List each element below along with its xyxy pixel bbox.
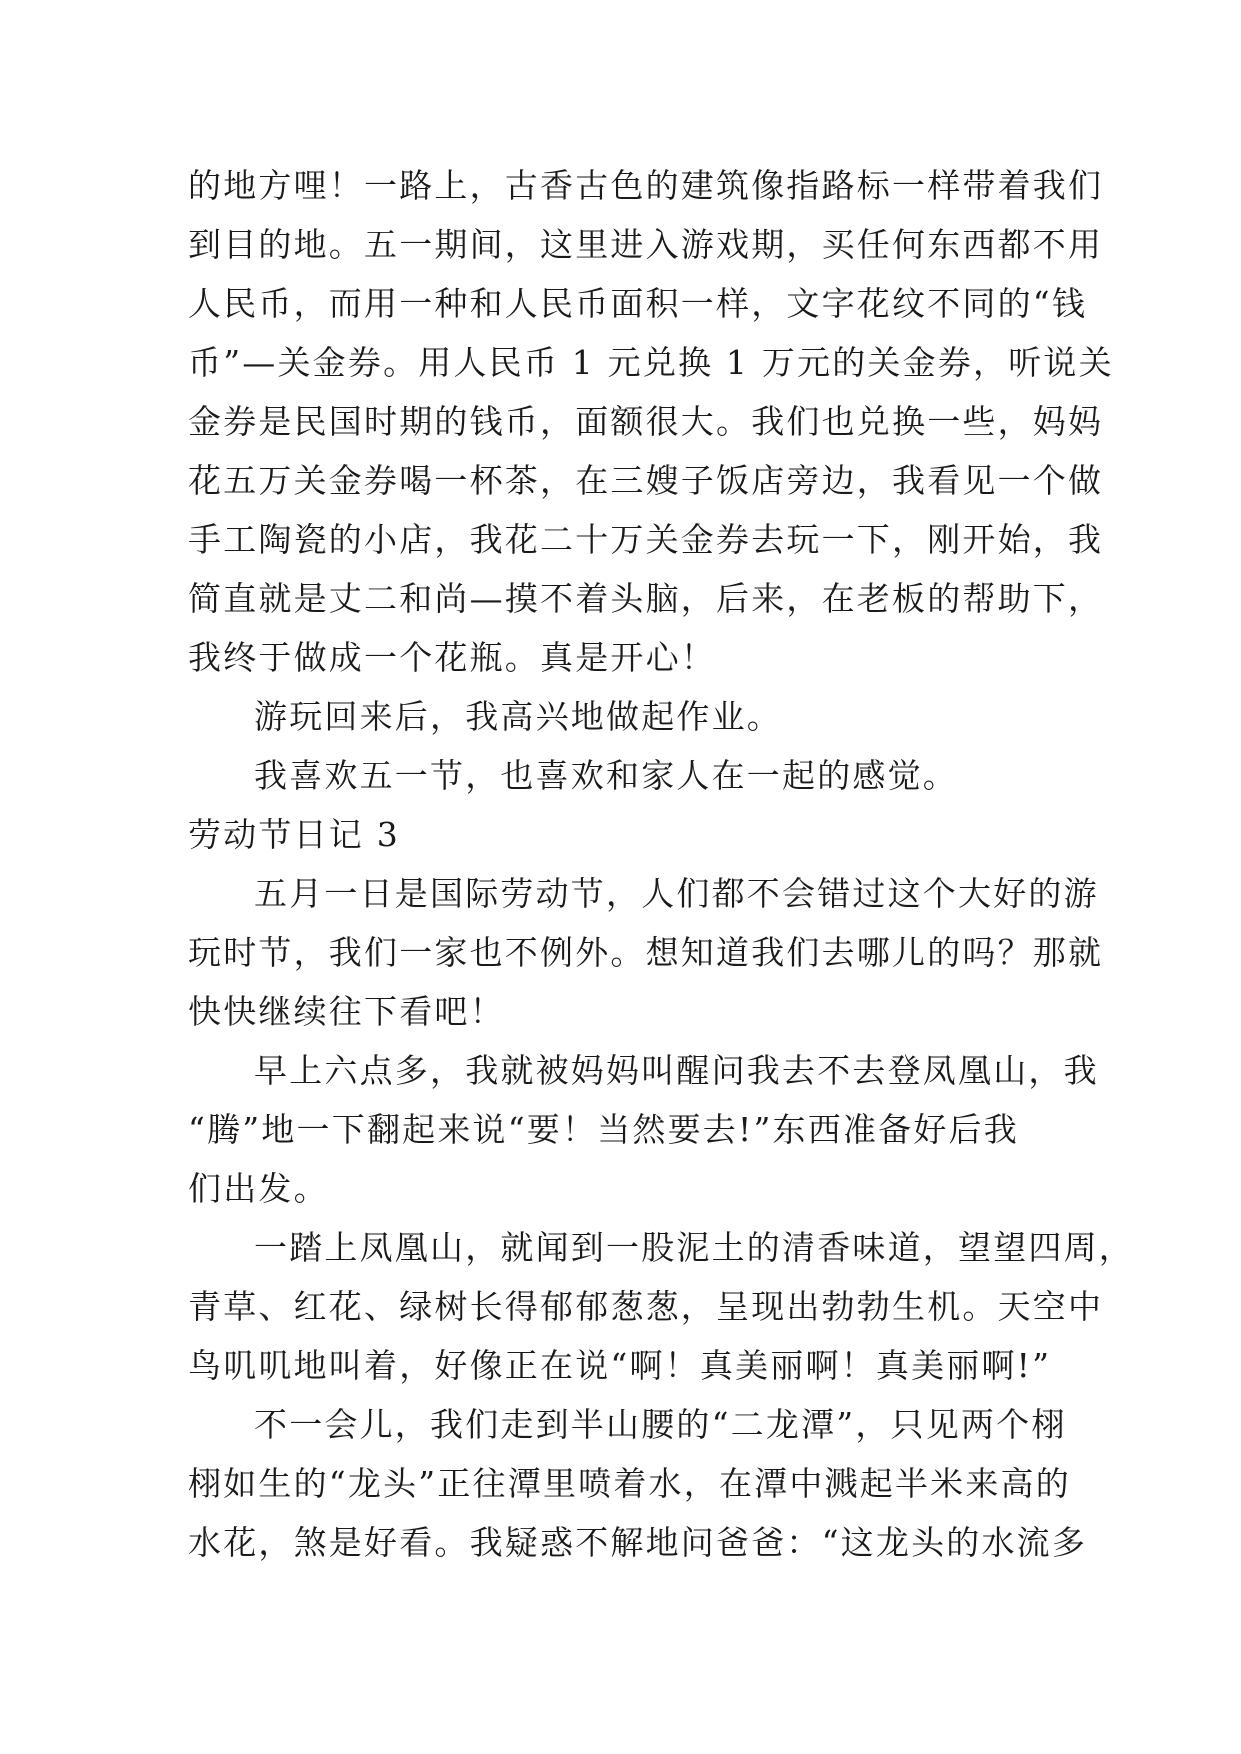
text-line: 花五万关金券喝一杯茶，在三嫂子饭店旁边，我看见一个做 [188,461,1104,500]
text-line: 栩如生的“龙头”正往潭里喷着水，在潭中溅起半米来高的 [188,1464,1071,1503]
text-line: 五月一日是国际劳动节，人们都不会错过这个大好的游 [254,874,1099,913]
text-line: 到目的地。五一期间，这里进入游戏期，买任何东西都不用 [188,225,1104,264]
text-line: 玩时节，我们一家也不例外。想知道我们去哪儿的吗？那就 [188,933,1104,972]
text-line: “腾”地一下翻起来说“要！当然要去!”东西准备好后我 [188,1110,1019,1149]
text-line: 早上六点多，我就被妈妈叫醒问我去不去登凤凰山，我 [254,1051,1099,1090]
text-line: 的地方哩！一路上，古香古色的建筑像指路标一样带着我们 [188,166,1104,205]
text-line: 人民币，而用一种和人民币面积一样，文字花纹不同的“钱 [188,284,1088,323]
text-line: 币”—关金券。用人民币 1 元兑换 1 万元的关金券，听说关 [188,343,1114,382]
text-line: 一踏上凤凰山，就闻到一股泥土的清香味道，望望四周， [254,1228,1134,1267]
text-line: 们出发。 [188,1169,329,1208]
text-line: 手工陶瓷的小店，我花二十万关金券去玩一下，刚开始，我 [188,520,1104,559]
text-line: 金券是民国时期的钱币，面额很大。我们也兑换一些，妈妈 [188,402,1104,441]
text-line: 不一会儿，我们走到半山腰的“二龙潭”，只见两个栩 [254,1405,1067,1444]
paragraph-return: 游玩回来后，我高兴地做起作业。 [254,697,782,736]
paragraph-like: 我喜欢五一节，也喜欢和家人在一起的感觉。 [254,756,958,795]
text-line: 鸟叽叽地叫着，好像正在说“啊！真美丽啊！真美丽啊!” [188,1346,1052,1385]
section-title: 劳动节日记 3 [188,815,400,854]
text-line: 我终于做成一个花瓶。真是开心！ [188,638,716,677]
text-line: 青草、红花、绿树长得郁郁葱葱，呈现出勃勃生机。天空中 [188,1287,1104,1326]
text-line: 快快继续往下看吧！ [188,992,505,1031]
text-line: 水花，煞是好看。我疑惑不解地问爸爸：“这龙头的水流多 [188,1523,1088,1562]
text-line: 简直就是丈二和尚—摸不着头脑，后来，在老板的帮助下， [188,579,1104,618]
